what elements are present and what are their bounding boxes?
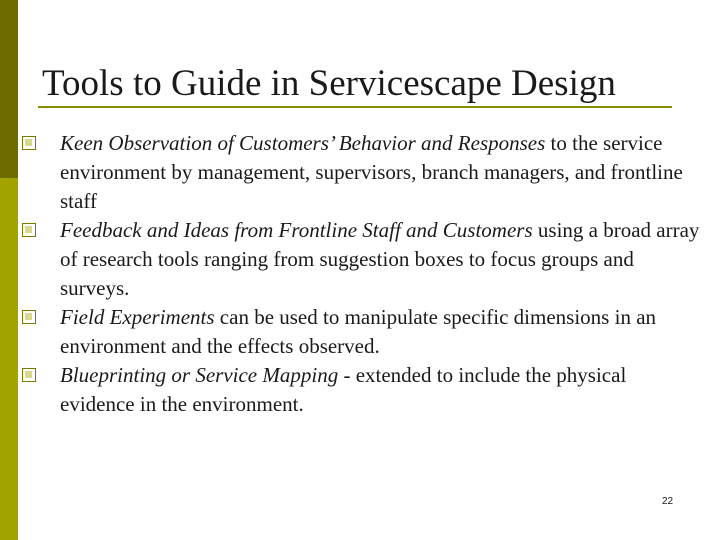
left-accent-bar-top	[0, 0, 18, 178]
bullet-item-blueprinting	[22, 361, 702, 419]
bullet-lead-text: Field Experiments	[60, 305, 215, 329]
square-bullet-icon	[22, 368, 36, 382]
slide-title: Tools to Guide in Servicescape Design	[42, 63, 616, 104]
title-underline	[38, 106, 672, 108]
bullet-body-text: to the service environment by management, supervisors, branch managers, and frontline staff	[60, 131, 683, 213]
page-number: 22	[662, 496, 674, 507]
left-accent-bar-bottom	[0, 178, 18, 540]
bullet-body-text: - extended to include the physical evidence in the environment.	[60, 363, 627, 416]
square-bullet-icon	[22, 223, 36, 237]
bullet-item-feedback	[22, 216, 702, 303]
bullet-lead-text: Keen Observation of Customers’ Behavior and Responses	[60, 131, 546, 155]
bullet-item-observation	[22, 129, 702, 216]
bullet-body-text: can be used to manipulate specific dimensions in an environment and the effects observed.	[60, 305, 657, 358]
square-bullet-icon	[22, 136, 36, 150]
bullet-body-text: using a broad array of research tools ranging from suggestion boxes to focus groups and surveys.	[60, 218, 700, 300]
bullet-list	[22, 129, 702, 419]
bullet-lead-text: Blueprinting or Service Mapping	[60, 363, 339, 387]
bullet-item-field-experiments	[22, 303, 702, 361]
square-bullet-icon	[22, 310, 36, 324]
bullet-lead-text: Feedback and Ideas from Frontline Staff and Customers	[60, 218, 533, 242]
